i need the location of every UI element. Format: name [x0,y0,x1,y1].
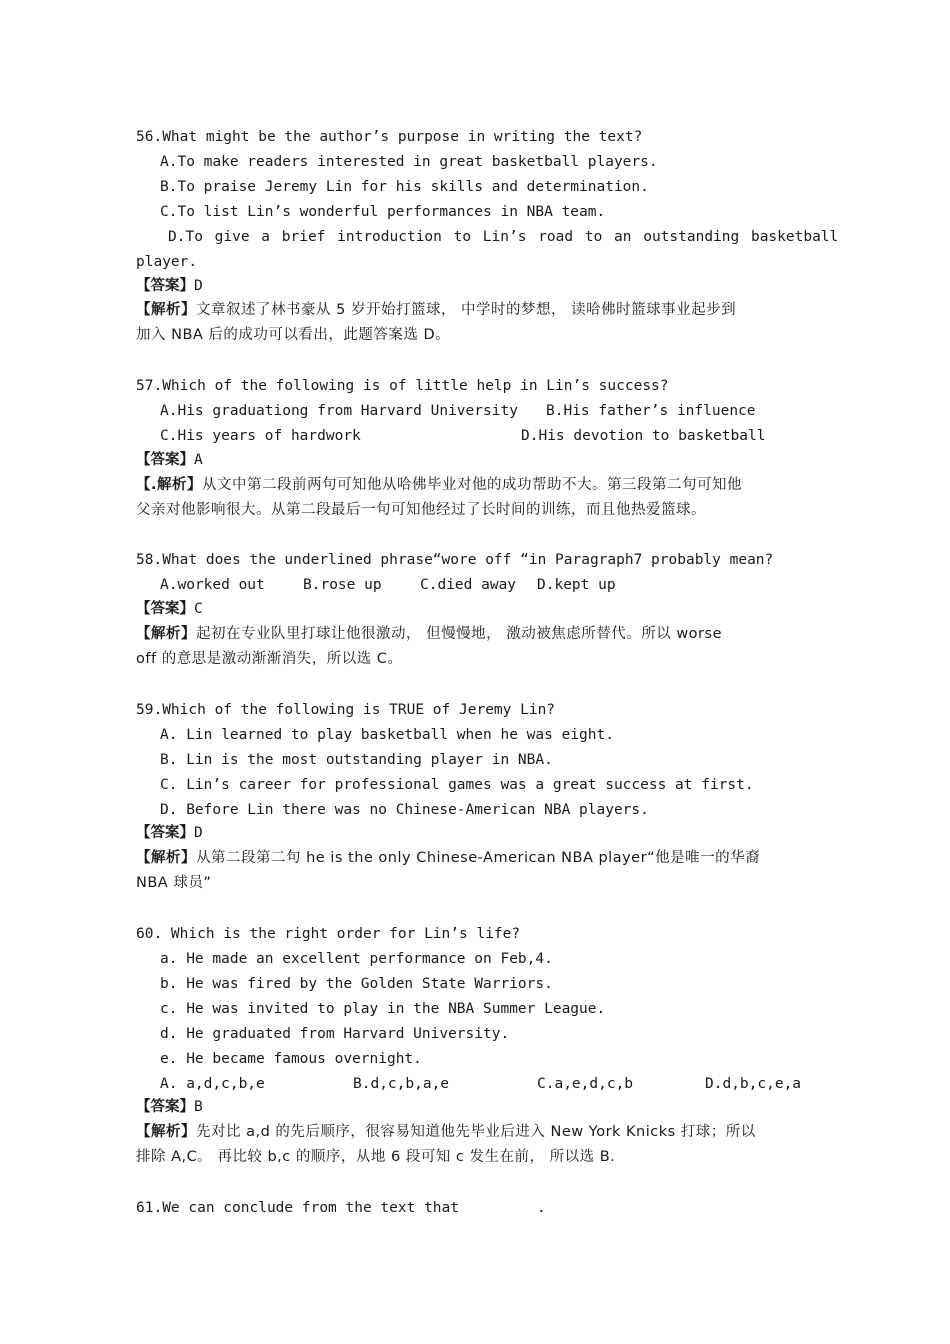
q59-analysis-line2: NBA 球员” [136,875,212,891]
q56-option-d-line1: D.To give a brief introduction to Lin’s road to an outstanding basketball [168,229,839,245]
answer-label: 【答案】 [136,278,194,294]
analysis-label: 【解析】 [136,302,196,318]
q60-analysis-line2: 排除 A,C。 再比较 b,c 的顺序，从地 6 段可知 c 发生在前， 所以选 B. [136,1149,616,1165]
q58-stem: 58.What does the underlined phrase“wore off “in Paragraph7 probably mean? [136,552,774,568]
q56-option-d-line2: player. [136,254,198,270]
answer-value: A [194,452,203,468]
answer-value: B [194,1099,203,1115]
answer-label: 【答案】 [136,601,194,617]
q58-option-d: D.kept up [537,577,616,593]
analysis-text: 文章叙述了林书豪从 5 岁开始打篮球， 中学时的梦想， 读哈佛时篮球事业起步到 [196,302,737,318]
analysis-label: 【解析】 [136,626,196,642]
q57-option-b: B.His father’s influence [546,403,756,419]
analysis-label: 【解析】 [136,850,196,866]
analysis-label: 【.解析】 [136,477,203,493]
q56-option-c: C.To list Lin’s wonderful performances in NBA team. [160,204,606,220]
q57-option-a: A.His graduationg from Harvard University [160,403,518,419]
answer-label: 【答案】 [136,825,194,841]
q60-answer [136,1097,203,1117]
q57-stem: 57.Which of the following is of little help in Lin’s success? [136,378,669,394]
answer-label: 【答案】 [136,452,194,468]
q60-option-a: A. a,d,c,b,e [160,1076,265,1092]
q59-analysis-line1 [136,848,760,868]
q61-blank-end: . [537,1200,546,1216]
q58-answer [136,599,203,619]
q56-analysis-line1 [136,300,736,320]
q59-option-b: B. Lin is the most outstanding player in NBA. [160,752,553,768]
q57-analysis-line2: 父亲对他影响很大。从第二段最后一句可知他经过了长时间的训练，而且他热爱篮球。 [136,502,706,518]
analysis-text: 起初在专业队里打球让他很激动， 但慢慢地， 激动被焦虑所替代。所以 worse [196,626,722,642]
q56-option-b: B.To praise Jeremy Lin for his skills and determination. [160,179,649,195]
q58-analysis-line1 [136,624,722,644]
q57-analysis-line1 [136,475,742,495]
q59-option-d: D. Before Lin there was no Chinese-American NBA players. [160,802,649,818]
answer-value: D [194,278,203,294]
q60-option-d: D.d,b,c,e,a [705,1076,802,1092]
answer-value: D [194,825,203,841]
q58-analysis-line2: off 的意思是激动渐渐消失，所以选 C。 [136,651,403,667]
analysis-text: 先对比 a,d 的先后顺序，很容易知道他先毕业后进入 New York Knicks 打球；所以 [196,1124,756,1140]
q59-answer [136,823,203,843]
q60-event-b: b. He was fired by the Golden State Warriors. [160,976,553,992]
q56-option-a: A.To make readers interested in great basketball players. [160,154,658,170]
q59-option-a: A. Lin learned to play basketball when he was eight. [160,727,614,743]
q56-answer [136,276,203,296]
q57-option-d: D.His devotion to basketball [521,428,766,444]
answer-label: 【答案】 [136,1099,194,1115]
q60-event-e: e. He became famous overnight. [160,1051,422,1067]
q58-option-b: B.rose up [303,577,382,593]
q60-event-a: a. He made an excellent performance on Feb,4. [160,951,553,967]
q60-event-d: d. He graduated from Harvard University. [160,1026,510,1042]
answer-value: C [194,601,203,617]
q56-analysis-line2: 加入 NBA 后的成功可以看出，此题答案选 D。 [136,327,451,343]
q61-stem: 61.We can conclude from the text that [136,1200,460,1216]
q57-answer [136,450,203,470]
analysis-label: 【解析】 [136,1124,196,1140]
q60-option-c: C.a,e,d,c,b [537,1076,634,1092]
q58-option-a: A.worked out [160,577,265,593]
q56-stem: 56.What might be the author’s purpose in writing the text? [136,129,643,145]
analysis-text: 从文中第二段前两句可知他从哈佛毕业对他的成功帮助不大。第三段第二句可知他 [202,477,743,493]
q60-option-b: B.d,c,b,a,e [353,1076,450,1092]
q58-option-c: C.died away [420,577,517,593]
q57-option-c: C.His years of hardwork [160,428,361,444]
q60-stem: 60. Which is the right order for Lin’s life? [136,926,521,942]
q59-option-c: C. Lin’s career for professional games was a great success at first. [160,777,754,793]
q60-analysis-line1 [136,1122,756,1142]
q59-stem: 59.Which of the following is TRUE of Jeremy Lin? [136,702,556,718]
q60-event-c: c. He was invited to play in the NBA Summer League. [160,1001,606,1017]
analysis-text: 从第二段第二句 he is the only Chinese-American NBA player“他是唯一的华裔 [196,850,761,866]
